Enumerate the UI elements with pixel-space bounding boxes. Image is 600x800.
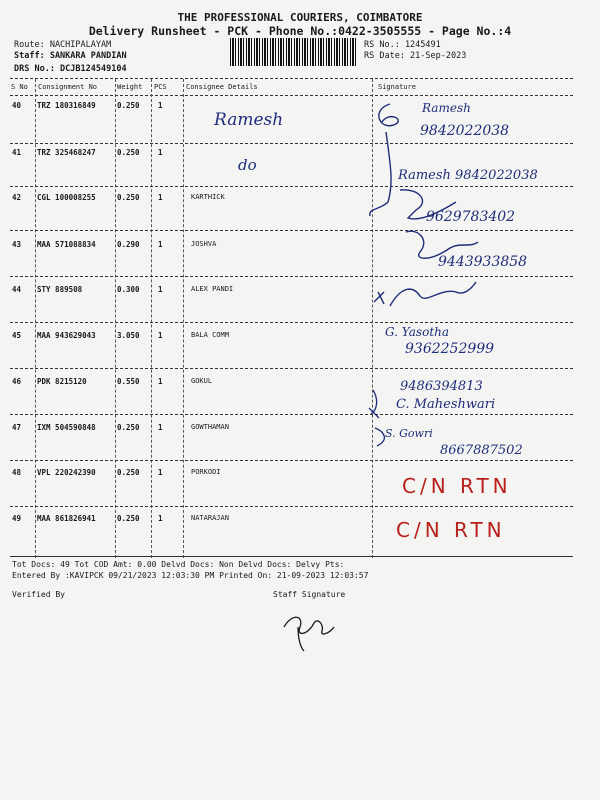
row-sno: 45 [12,331,22,340]
table-row [0,325,600,377]
signature-scribbles [360,92,590,322]
row-consignee: GOWTHAMAN [191,423,229,431]
signature-name: Ramesh 9842022038 [398,168,538,183]
row-consignee: BALA COMM [191,331,229,339]
row-consignment: TRZ 180316849 [37,101,96,110]
signature-phone: 9486394813 [400,379,483,394]
row-weight: 0.250 [117,468,140,477]
table-row [0,514,600,560]
table-top-rule [10,78,573,79]
col-weight: Weight [117,83,143,91]
signature-name: Ramesh [422,101,471,115]
row-rule [10,506,573,507]
row-rule [10,414,573,415]
totals-line: Tot Docs: 49 Tot COD Amt: 0.00 Delvd Docs: Non Delvd Docs: Delvy Pts: [12,560,345,569]
drs-number: DRS No.: DCJB124549104 [14,64,127,74]
row-sno: 40 [12,101,22,110]
row-sno: 42 [12,193,22,202]
signature-scribbles [365,380,405,450]
row-weight: 3.050 [117,331,140,340]
row-pcs: 1 [158,514,163,523]
row-pcs: 1 [158,468,163,477]
staff-label: Staff: SANKARA PANDIAN [14,51,127,61]
row-sno: 48 [12,468,22,477]
table-row [0,468,600,514]
row-consignment: MAA 571088834 [37,240,96,249]
row-weight: 0.290 [117,240,140,249]
signature-phone: 9362252999 [405,341,495,357]
row-rule [10,460,573,461]
table-bottom-rule [10,556,573,557]
row-sno: 43 [12,240,22,249]
row-sno: 41 [12,148,22,157]
row-weight: 0.300 [117,285,140,294]
row-weight: 0.550 [117,377,140,386]
col-pcs: PCS [154,83,167,91]
row-sno: 44 [12,285,22,294]
row-consignment: VPL 220242390 [37,468,96,477]
row-weight: 0.250 [117,148,140,157]
barcode [230,38,358,66]
signature-name: S. Gowri [385,427,433,440]
row-sno: 49 [12,514,22,523]
col-signature: Signature [378,83,416,91]
row-pcs: 1 [158,240,163,249]
staff-signature-label: Staff Signature [273,590,346,599]
col-consignment: Consignment No [38,83,98,91]
row-consignee: JOSHVA [191,240,217,248]
row-consignment: PDK 8215120 [37,377,87,386]
row-consignment: IXM 504590848 [37,423,96,432]
verified-label: Verified By [12,590,65,599]
row-pcs: 1 [158,331,163,340]
row-sno: 46 [12,377,22,386]
row-weight: 0.250 [117,193,140,202]
row-consignee: KARTHICK [191,193,225,201]
signature-name: C. Maheshwari [396,397,496,412]
handwritten-consignee: do [238,156,257,174]
runsheet-title: Delivery Runsheet - PCK - Phone No.:0422-3505555 - Page No.:4 [88,24,512,38]
row-pcs: 1 [158,148,163,157]
row-consignment: MAA 861826941 [37,514,96,523]
signature-phone: 9443933858 [438,254,528,270]
rs-number: RS No.: 1245491 [364,40,441,50]
row-weight: 0.250 [117,101,140,110]
row-rule [10,322,573,323]
table-row [0,377,600,423]
row-consignee: PORKODI [191,468,221,476]
row-weight: 0.250 [117,423,140,432]
row-pcs: 1 [158,377,163,386]
row-consignment: STY 889508 [37,285,83,294]
return-mark: C/N RTN [396,518,506,542]
handwritten-consignee: Ramesh [214,110,284,130]
company-title: THE PROFESSIONAL COURIERS, COIMBATORE [177,11,423,24]
row-rule [10,368,573,369]
signature-phone: 8667887502 [440,443,523,458]
row-pcs: 1 [158,423,163,432]
row-weight: 0.250 [117,514,140,523]
col-consignee: Consignee Details [186,83,258,91]
row-pcs: 1 [158,193,163,202]
entered-line: Entered By :KAVIPCK 09/21/2023 12:03:30 PM Printed On: 21-09-2023 12:03:57 [12,571,369,580]
row-consignment: MAA 943629043 [37,331,96,340]
row-consignee: ALEX PANDI [191,285,234,293]
signature-phone: 9842022038 [420,123,510,139]
row-consignee: NATARAJAN [191,514,229,522]
route-label: Route: NACHIPALAYAM [14,40,112,50]
row-pcs: 1 [158,101,163,110]
row-consignee: GOKUL [191,377,213,385]
staff-signature-mark [278,605,338,655]
row-sno: 47 [12,423,22,432]
table-row [0,423,600,469]
rs-date: RS Date: 21-Sep-2023 [364,51,467,61]
row-pcs: 1 [158,285,163,294]
row-consignment: TRZ 325468247 [37,148,96,157]
return-mark: C/N RTN [402,474,512,498]
row-consignment: CGL 100008255 [37,193,96,202]
col-sno: S No [11,83,28,91]
signature-name: G. Yasotha [385,325,450,339]
signature-phone: 9629783402 [426,209,516,225]
